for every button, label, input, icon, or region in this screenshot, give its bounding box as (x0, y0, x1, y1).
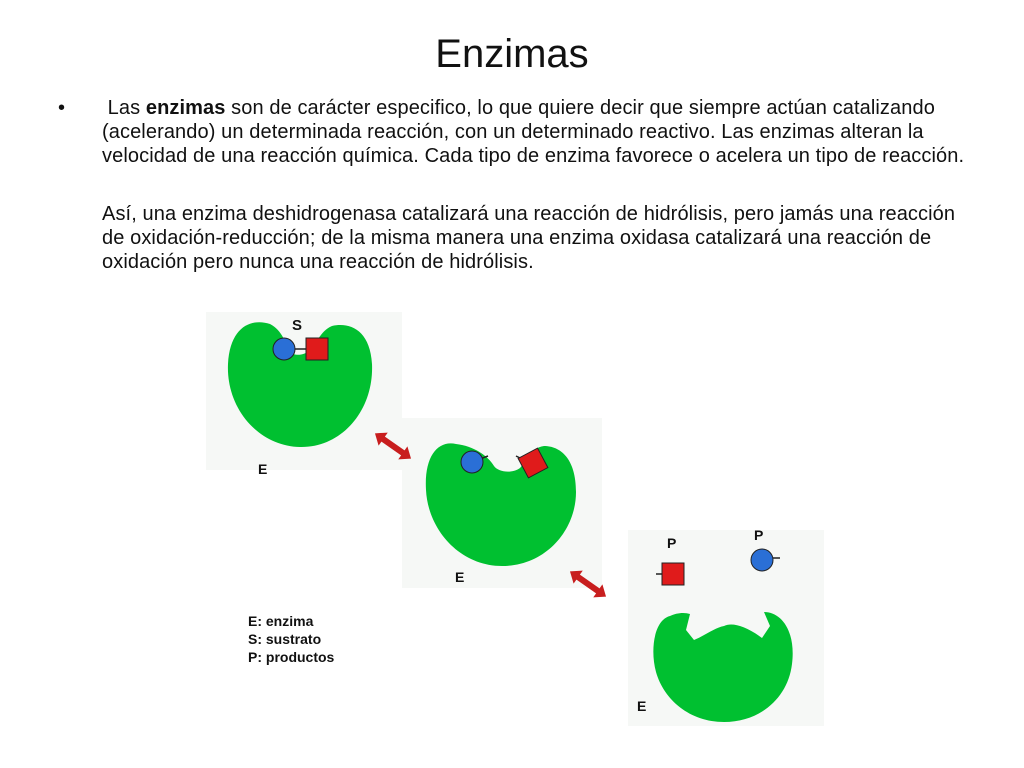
substrate-square-1 (306, 338, 328, 360)
paragraph-1-pre: Las (102, 97, 146, 119)
slide-title: Enzimas (435, 32, 589, 76)
label-e-2: E (455, 569, 465, 585)
legend-item-sustrato: S: sustrato (248, 631, 322, 647)
label-s: S (292, 317, 303, 334)
product-circle-2 (461, 451, 483, 473)
paragraph-1-bold: enzimas (145, 97, 226, 119)
legend-item-productos: P: productos (248, 649, 335, 665)
label-p-2: P (754, 527, 764, 543)
label-p-1: P (667, 535, 677, 551)
product-circle-3 (751, 549, 773, 571)
product-square-3 (662, 563, 684, 585)
paragraph-2: Así, una enzima deshidrogenasa catalizará una reacción de hidrólisis, pero jamás una reacción de oxidación-reducción; de la misma manera una enzima oxidasa catalizará una reacción de oxidación pero nunca una reacción de hidrólisis. (102, 203, 956, 273)
paragraph-1-post: son de carácter especifico, lo que quiere decir que siempre actúan catalizando (acelerando) un determinada reacción, con un determinado reactivo. Las enzimas alteran la velocidad de una reacción química. Cada tipo de enzima favorece o acelera un tipo de reacción. (102, 97, 965, 167)
label-e-3: E (637, 698, 647, 714)
bullet-marker: • (58, 97, 66, 119)
label-e-1: E (258, 461, 268, 477)
legend-item-enzima: E: enzima (248, 613, 314, 629)
substrate-circle-1 (273, 338, 295, 360)
